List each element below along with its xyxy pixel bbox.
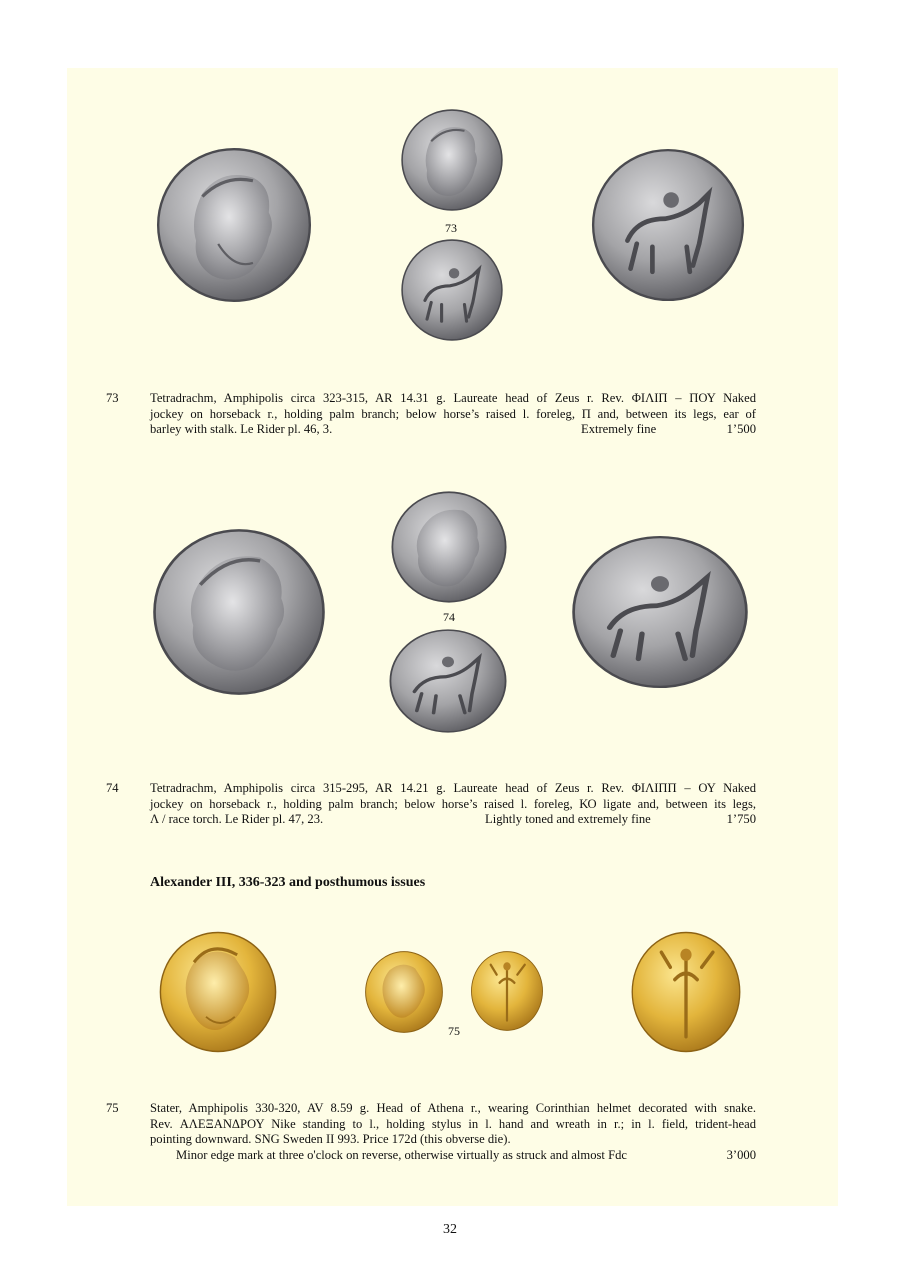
lot-condition: Minor edge mark at three o'clock on reverse, otherwise virtually as struck and almost Fdc (176, 1147, 627, 1162)
lot-number: 73 (106, 391, 119, 405)
lot-description-line: Tetradrachm, Amphipolis circa 323-315, AR 14.31 g. Laureate head of Zeus r. Rev. ΦΙΛΙΠ – ΠΟΥ Naked (150, 391, 756, 405)
lot-75-reverse-large (630, 930, 742, 1054)
lot-75-figure-label: 75 (448, 1024, 460, 1038)
lot-74-reverse-small (388, 628, 508, 734)
lot-description-line: Λ / race torch. Le Rider pl. 47, 23. (150, 812, 324, 826)
lot-description-line: Rev. ΑΛΕΞΑΝΔΡΟΥ Nike standing to l., holding stylus in l. hand and wreath in r.; in l. field, trident-head (150, 1116, 756, 1131)
lot-condition: Lightly toned and extremely fine (485, 812, 651, 826)
lot-73-reverse-small (400, 238, 504, 342)
lot-description-line: jockey on horseback r., holding palm branch; below horse’s raised l. foreleg, Π and, between its legs, ear of (150, 406, 756, 421)
lot-description-line: jockey on horseback r., holding palm branch; below horse’s raised l. foreleg, ΚΟ ligate and, between its legs, (150, 796, 756, 811)
lot-description-line: barley with stalk. Le Rider pl. 46, 3. (150, 422, 333, 436)
page-number: 32 (443, 1222, 457, 1237)
lot-74-figure-label: 74 (443, 610, 455, 624)
lot-estimate: 1’750 (726, 812, 756, 826)
lot-75-reverse-small (470, 950, 544, 1032)
lot-73-obverse-small (400, 108, 504, 212)
lot-73-figure-label: 73 (445, 221, 457, 235)
lot-description-line: Tetradrachm, Amphipolis circa 315-295, AR 14.21 g. Laureate head of Zeus r. Rev. ΦΙΛΙΠΠ – ΟΥ Naked (150, 781, 756, 795)
section-heading: Alexander III, 336-323 and posthumous issues (150, 875, 426, 890)
lot-description-line: pointing downward. SNG Sweden II 993. Price 172d (this obverse die). (150, 1132, 511, 1146)
lot-number: 74 (106, 781, 119, 795)
lot-73-obverse-large (155, 146, 313, 304)
lot-number: 75 (106, 1101, 119, 1115)
lot-75-obverse-small (364, 950, 444, 1034)
lot-estimate: 1’500 (726, 422, 756, 436)
lot-estimate: 3’000 (726, 1147, 756, 1162)
lot-75-obverse-large (158, 930, 278, 1054)
lot-condition: Extremely fine (581, 422, 657, 436)
lot-73-reverse-large (590, 146, 746, 304)
lot-description-line: Stater, Amphipolis 330-320, AV 8.59 g. Head of Athena r., wearing Corinthian helmet decorated with snake. (150, 1101, 756, 1115)
lot-74-obverse-large (151, 527, 327, 697)
lot-74-obverse-small (390, 490, 508, 604)
lot-74-reverse-large (570, 534, 750, 690)
